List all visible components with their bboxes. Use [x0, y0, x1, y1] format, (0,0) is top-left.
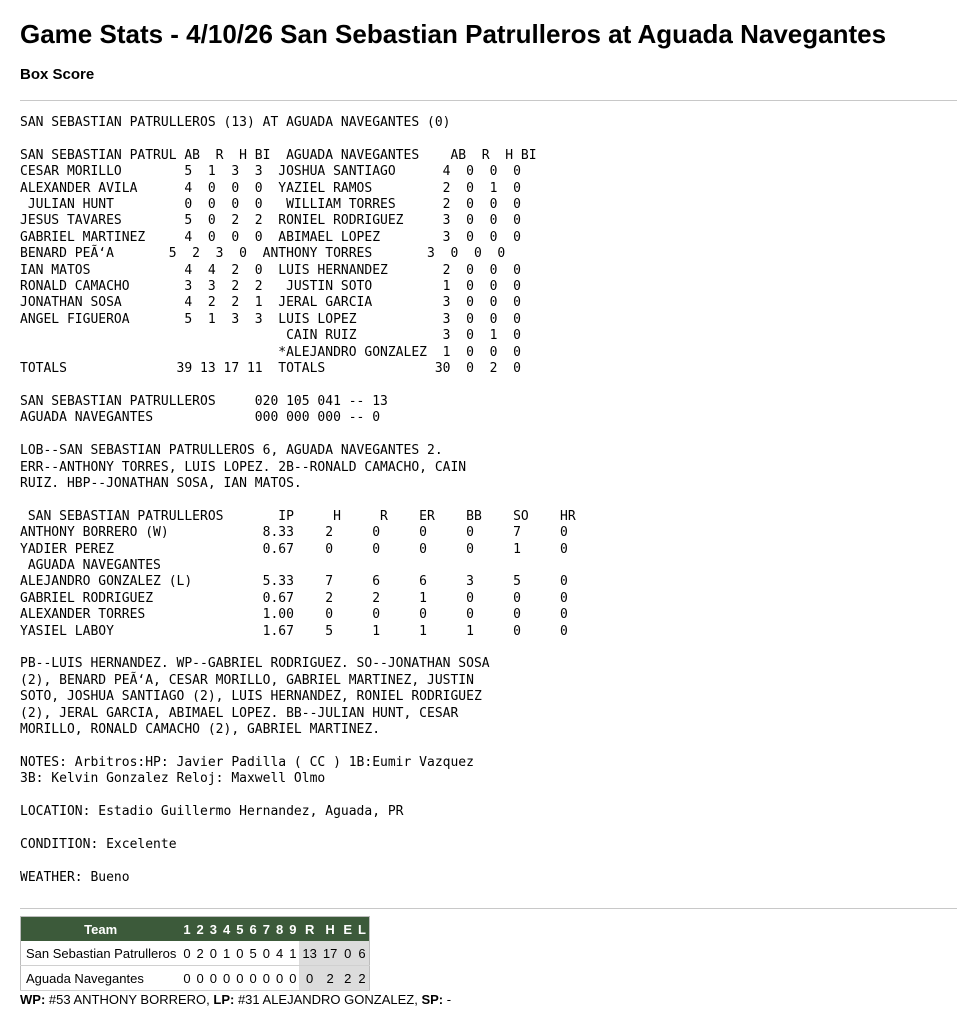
inning-score: 0 — [207, 966, 220, 991]
total-hits: 17 — [320, 941, 340, 966]
total-errors: 2 — [340, 966, 355, 991]
header-inning-3: 3 — [207, 917, 220, 942]
wp-value: #53 ANTHONY BORRERO, — [45, 992, 214, 1008]
lp-value: #31 ALEJANDRO GONZALEZ, — [234, 992, 422, 1008]
linescore-header-row — [21, 917, 370, 942]
total-runs: 0 — [299, 966, 319, 991]
wp-label: WP: — [20, 992, 46, 1008]
inning-score: 0 — [286, 966, 299, 991]
inning-score: 0 — [207, 941, 220, 966]
inning-score: 0 — [260, 966, 273, 991]
header-hits: H — [320, 917, 340, 942]
inning-score: 1 — [220, 941, 233, 966]
inning-score: 1 — [286, 941, 299, 966]
header-inning-5: 5 — [233, 917, 246, 942]
team-name: Aguada Navegantes — [21, 966, 181, 991]
pitchers-of-record — [20, 992, 957, 1007]
total-lob: 6 — [355, 941, 369, 966]
inning-score: 0 — [273, 966, 286, 991]
sp-label: SP: — [421, 992, 444, 1008]
header-inning-2: 2 — [194, 917, 207, 942]
total-lob: 2 — [355, 966, 369, 991]
header-inning-8: 8 — [273, 917, 286, 942]
header-runs: R — [299, 917, 319, 942]
inning-score: 0 — [246, 966, 259, 991]
box-score-text: SAN SEBASTIAN PATRULLEROS (13) AT AGUADA NAVEGANTES (0) SAN SEBASTIAN PATRUL AB R H BI AGUADA NAVEGANTES AB R H BI CESAR MORILLO 5 1 3 3 JOSHUA SANTIAGO 4 0 0 0 ALEXANDER AVILA 4 0 0 0 YAZIEL RAMOS 2 0 1 0 JULIAN HUNT 0 0 0 0 WILLIAM TORRES 2 0 0 0 JESUS TAVARES 5 0 2 2 RONIEL RODRIGUEZ 3 0 0 0 GABRIEL MARTINEZ 4 0 0 0 ABIMAEL LOPEZ 3 0 0 0 BENARD PEÃ‘A 5 2 3 0 ANTHONY TORRES 3 0 0 0 IAN MATOS 4 4 2 0 LUIS HERNANDEZ 2 0 0 0 RONALD CAMACHO 3 3 2 2 JUSTIN SOTO 1 0 0 0 JONATHAN SOSA 4 2 2 1 JERAL GARCIA 3 0 0 0 ANGEL FIGUEROA 5 1 3 3 LUIS LOPEZ 3 0 0 0 CAIN RUIZ 3 0 1 0 *ALEJANDRO GONZALEZ 1 0 0 0 TOTALS 39 13 17 11 TOTALS 30 0 2 0 SAN SEBASTIAN PATRULLEROS 020 105 041 -- 13 AGUADA NAVEGANTES 000 000 000 -- 0 LOB--SAN SEBASTIAN PATRULLEROS 6, AGUADA NAVEGANTES 2. ERR--ANTHONY TORRES, LUIS LOPEZ. 2B--RONALD CAMACHO, CAIN RUIZ. HBP--JONATHAN SOSA, IAN MATOS. SAN SEBASTIAN PATRULLEROS IP H R ER BB SO HR ANTHONY BORRERO (W) 8.33 2 0 0 0 7 0 YADIER PEREZ 0.67 0 0 0 0 1 0 AGUADA NAVEGANTES ALEJANDRO GONZALEZ (L) 5.33 7 6 6 3 5 0 GABRIEL RODRIGUEZ 0.67 2 2 1 0 0 0 ALEXANDER TORRES 1.00 0 0 0 0 0 0 YASIEL LABOY 1.67 5 1 1 1 0 0 PB--LUIS HERNANDEZ. WP--GABRIEL RODRIGUEZ. SO--JONATHAN SOSA (2), BENARD PEÃ‘A, CESAR MORILLO, GABRIEL MARTINEZ, JUSTIN SOTO, JOSHUA SANTIAGO (2), LUIS HERNANDEZ, RONIEL RODRIGUEZ (2), JERAL GARCIA, ABIMAEL LOPEZ. BB--JULIAN HUNT, CESAR MORILLO, RONALD CAMACHO (2), GABRIEL MARTINEZ. NOTES: Arbitros:HP: Javier Padilla ( CC ) 1B:Eumir Vazquez 3B: Kelvin Gonzalez Reloj: Maxwell Olmo LOCATION: Estadio Guillermo Hernandez, Aguada, PR CONDITION: Excelente WEATHER: Bueno — [20, 115, 576, 885]
linescore-table — [20, 916, 370, 991]
bottom-divider — [20, 908, 957, 909]
inning-score: 0 — [260, 941, 273, 966]
inning-score: 5 — [246, 941, 259, 966]
inning-score: 0 — [194, 966, 207, 991]
inning-score: 0 — [220, 966, 233, 991]
total-runs: 13 — [299, 941, 319, 966]
linescore-row-away — [21, 941, 370, 966]
header-inning-1: 1 — [180, 917, 193, 942]
header-inning-4: 4 — [220, 917, 233, 942]
team-name: San Sebastian Patrulleros — [21, 941, 181, 966]
page-title: Game Stats - 4/10/26 San Sebastian Patrulleros at Aguada Navegantes — [20, 19, 887, 49]
header-inning-7: 7 — [260, 917, 273, 942]
total-hits: 2 — [320, 966, 340, 991]
header-errors: E — [340, 917, 355, 942]
header-lob: L — [355, 917, 369, 942]
header-team: Team — [21, 917, 181, 942]
inning-score: 0 — [233, 941, 246, 966]
total-errors: 0 — [340, 941, 355, 966]
inning-score: 4 — [273, 941, 286, 966]
linescore-row-home — [21, 966, 370, 991]
header-inning-9: 9 — [286, 917, 299, 942]
inning-score: 2 — [194, 941, 207, 966]
sp-value: - — [443, 992, 452, 1008]
page — [20, 0, 957, 1007]
inning-score: 0 — [180, 966, 193, 991]
inning-score: 0 — [233, 966, 246, 991]
header-inning-6: 6 — [246, 917, 259, 942]
top-divider — [20, 100, 957, 101]
inning-score: 0 — [180, 941, 193, 966]
lp-label: LP: — [213, 992, 235, 1008]
box-score-heading: Box Score — [20, 66, 95, 83]
